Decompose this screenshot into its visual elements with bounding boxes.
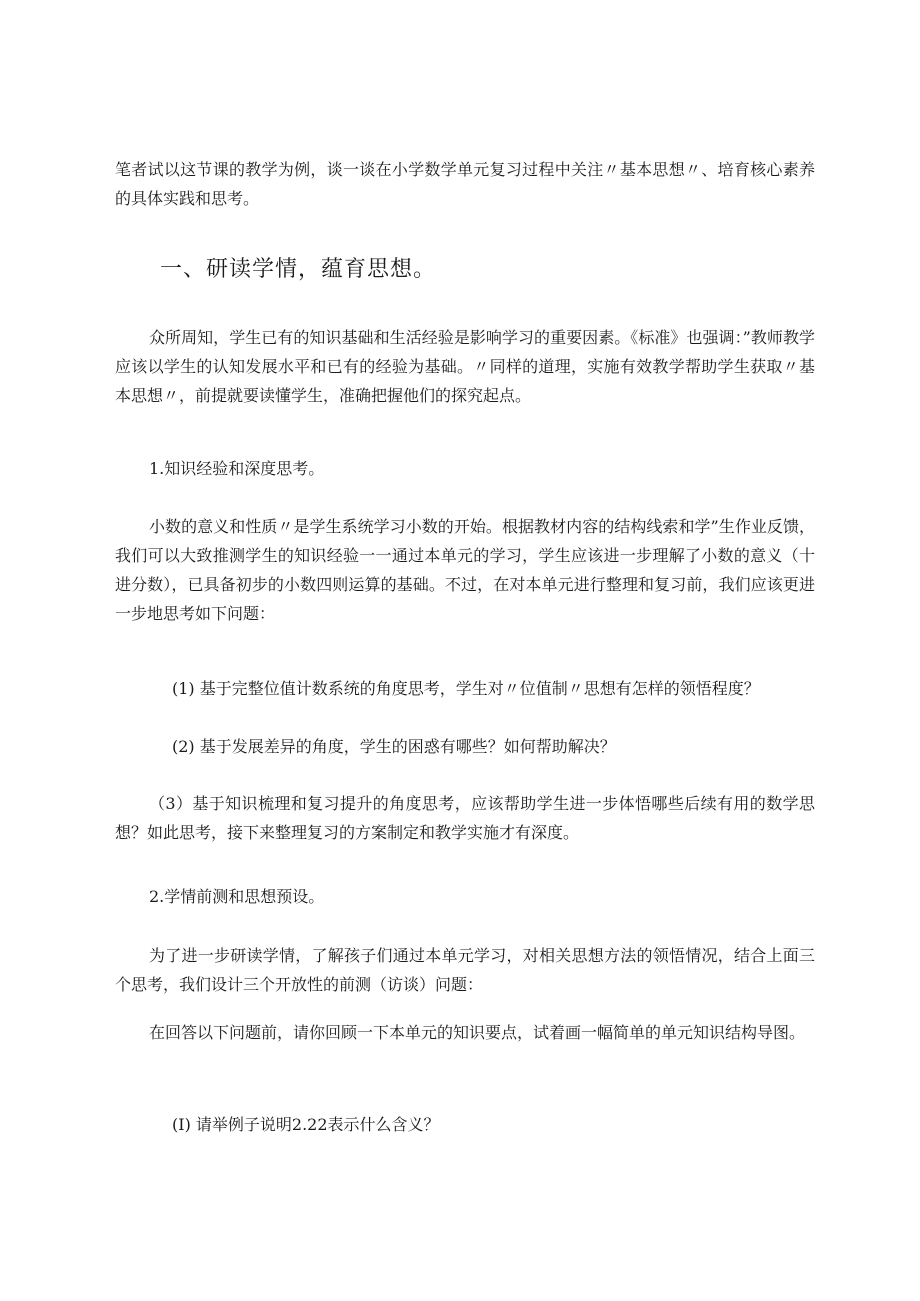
before-questions-paragraph: 在回答以下问题前，请你回顾一下本单元的知识要点，试着画一幅简单的单元知识结构导图。 bbox=[149, 1023, 806, 1042]
question-1: (1) 基于完整位值计数系统的角度思考，学生对〃位值制〃思想有怎样的领悟程度？ bbox=[172, 679, 760, 698]
pretest-paragraph: 为了进一步研读学情，了解孩子们通过本单元学习，对相关思想方法的领悟情况，结合上面三个思考，我们设计三个开放性的前测（访谈）问题： bbox=[115, 946, 815, 994]
question-3: （3）基于知识梳理和复习提升的角度思考，应该帮助学生进一步体悟哪些后续有用的数学思想？如此思考，接下来整理复习的方案制定和教学实施才有深度。 bbox=[115, 794, 815, 842]
subsection-1-title: 1.知识经验和深度思考。 bbox=[149, 459, 325, 478]
section-1-heading: 一、研读学情，蕴育思想。 bbox=[160, 257, 437, 282]
question-2: (2) 基于发展差异的角度，学生的困惑有哪些？如何帮助解决？ bbox=[172, 737, 616, 756]
question-i: (I) 请举例子说明2.22表示什么含义？ bbox=[172, 1115, 440, 1134]
subsection-2-title: 2.学情前测和思想预设。 bbox=[149, 887, 325, 906]
standard-paragraph: 众所周知，学生已有的知识基础和生活经验是影响学习的重要因素。《标准》也强调：”教师教学应该以学生的认知发展水平和已有的经验为基础。〃同样的道理，实施有效教学帮助学生获取〃基本思想〃，前提就要读懂学生，准确把握他们的探究起点。 bbox=[115, 328, 815, 405]
decimal-paragraph: 小数的意义和性质〃是学生系统学习小数的开始。根据教材内容的结构线索和学”生作业反馈，我们可以大致推测学生的知识经验一一通过本单元的学习，学生应该进一步理解了小数的意义（十进分数），已具备初步的小数四则运算的基础。不过，在对本单元进行整理和复习前，我们应该更进一步地思考如下问题： bbox=[115, 517, 815, 623]
intro-paragraph: 笔者试以这节课的教学为例，谈一谈在小学数学单元复习过程中关注〃基本思想〃、培育核心素养的具体实践和思考。 bbox=[115, 160, 815, 208]
